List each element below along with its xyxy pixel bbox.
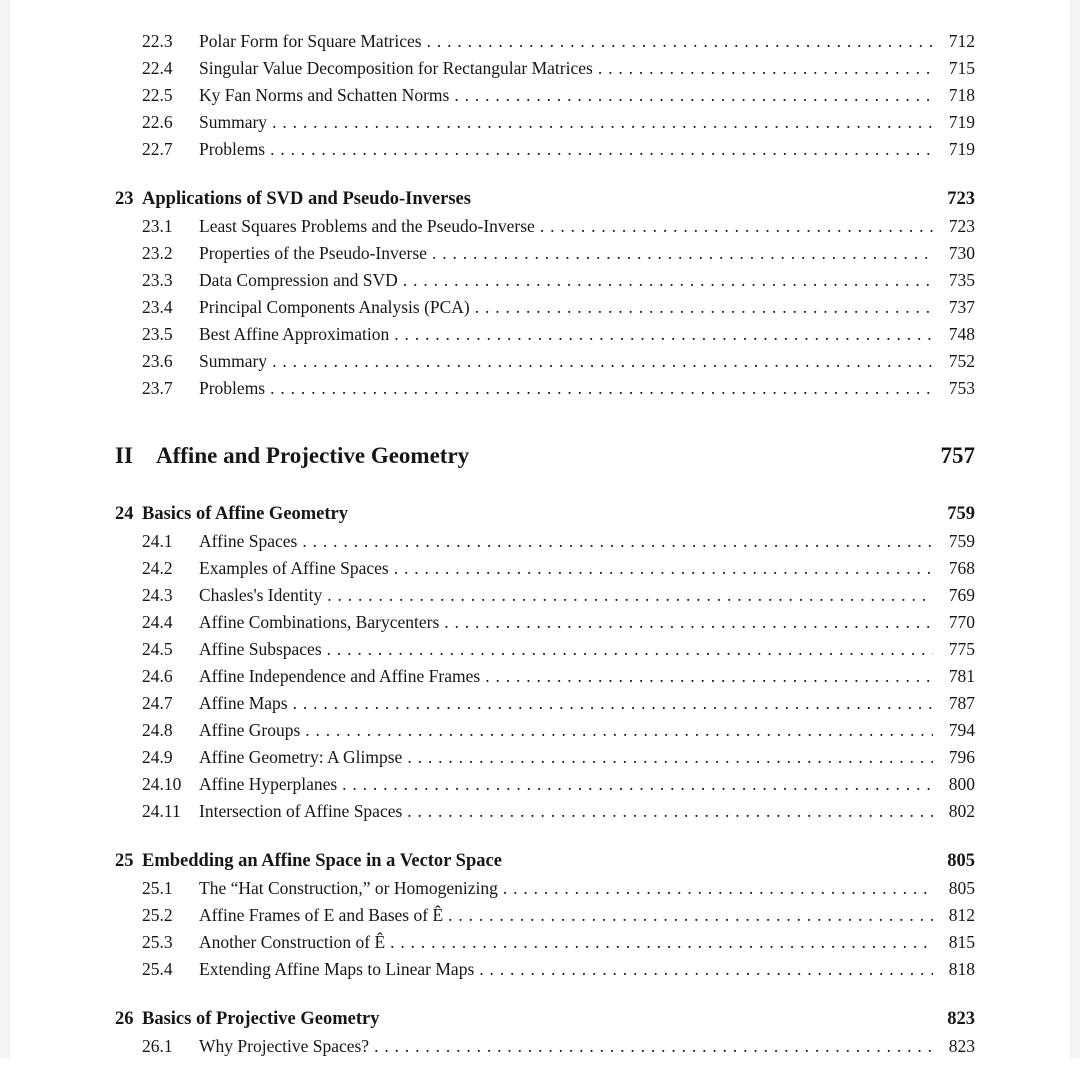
dot-leader xyxy=(327,582,933,609)
section-page-number: 781 xyxy=(948,666,975,686)
chapter-title: Basics of Projective Geometry xyxy=(142,1009,380,1029)
chapter-block xyxy=(115,186,975,402)
toc-entry xyxy=(115,798,975,825)
section-page-number: 805 xyxy=(948,878,975,898)
chapter-page-number: 759 xyxy=(947,504,975,524)
section-title: Affine Hyperplanes xyxy=(199,774,338,794)
toc-entry xyxy=(115,240,975,267)
dot-leader xyxy=(427,28,933,55)
section-title: Examples of Affine Spaces xyxy=(199,558,389,578)
dot-leader xyxy=(374,1033,933,1060)
toc-entry xyxy=(115,771,975,798)
toc-entry xyxy=(115,109,975,136)
chapter-number: 25 xyxy=(115,851,134,871)
section-number: 24.11 xyxy=(142,801,181,821)
section-page-number: 787 xyxy=(948,693,975,713)
section-title: Summary xyxy=(199,112,268,132)
section-title: Chasles's Identity xyxy=(199,585,323,605)
dot-leader xyxy=(540,213,933,240)
dot-leader xyxy=(327,636,933,663)
dot-leader xyxy=(272,348,933,375)
section-page-number: 812 xyxy=(948,905,975,925)
section-title: Affine Independence and Affine Frames xyxy=(199,666,481,686)
section-number: 24.7 xyxy=(142,693,173,713)
chapter-title: Applications of SVD and Pseudo-Inverses xyxy=(142,189,471,209)
toc-entry xyxy=(115,213,975,240)
toc-entry xyxy=(115,582,975,609)
section-page-number: 715 xyxy=(948,58,975,78)
section-page-number: 748 xyxy=(948,324,975,344)
section-number: 22.3 xyxy=(142,31,173,51)
section-number: 24.4 xyxy=(142,612,173,632)
section-number: 23.5 xyxy=(142,324,173,344)
part-number: II xyxy=(115,443,133,468)
dot-leader xyxy=(432,240,933,267)
toc-entry xyxy=(115,375,975,402)
dot-leader xyxy=(342,771,933,798)
chapter-number: 24 xyxy=(115,504,134,524)
section-number: 24.6 xyxy=(142,666,173,686)
section-number: 24.1 xyxy=(142,531,173,551)
section-title: Why Projective Spaces? xyxy=(199,1036,370,1056)
chapter-heading xyxy=(115,1006,975,1033)
chapter-block xyxy=(115,501,975,825)
toc-entry xyxy=(115,28,975,55)
section-number: 25.1 xyxy=(142,878,173,898)
chapter-page-number: 823 xyxy=(947,1009,975,1029)
section-number: 26.1 xyxy=(142,1036,173,1056)
part-heading xyxy=(115,438,975,474)
dot-leader xyxy=(598,55,933,82)
dot-leader xyxy=(390,929,933,956)
toc-entry xyxy=(115,555,975,582)
section-number: 22.6 xyxy=(142,112,173,132)
section-page-number: 768 xyxy=(948,558,975,578)
section-title: Intersection of Affine Spaces xyxy=(199,801,403,821)
dot-leader xyxy=(403,267,933,294)
dot-leader xyxy=(444,609,933,636)
section-title: Least Squares Problems and the Pseudo-Inverse xyxy=(199,216,535,236)
toc-entry xyxy=(115,82,975,109)
section-title: Data Compression and SVD xyxy=(199,270,398,290)
section-number: 24.10 xyxy=(142,774,182,794)
section-number: 23.1 xyxy=(142,216,173,236)
section-title: Summary xyxy=(199,351,268,371)
section-page-number: 796 xyxy=(948,747,975,767)
section-number: 25.3 xyxy=(142,932,173,952)
dot-leader xyxy=(448,902,933,929)
section-title: Affine Groups xyxy=(199,720,301,740)
toc-entry xyxy=(115,663,975,690)
toc-entry xyxy=(115,528,975,555)
chapter-title: Embedding an Affine Space in a Vector Space xyxy=(142,851,502,871)
section-page-number: 815 xyxy=(948,932,975,952)
toc-entry xyxy=(115,136,975,163)
dot-leader xyxy=(394,321,933,348)
section-page-number: 770 xyxy=(948,612,975,632)
section-number: 23.7 xyxy=(142,378,173,398)
chapter-number: 26 xyxy=(115,1009,134,1029)
section-title: Problems xyxy=(199,139,266,159)
dot-leader xyxy=(293,690,933,717)
dot-leader xyxy=(475,294,933,321)
section-number: 23.2 xyxy=(142,243,173,263)
section-page-number: 719 xyxy=(948,112,975,132)
section-title: Affine Combinations, Barycenters xyxy=(199,612,440,632)
toc-entry xyxy=(115,1033,975,1060)
dot-leader xyxy=(305,717,933,744)
section-title: Principal Components Analysis (PCA) xyxy=(199,297,470,317)
chapter-block xyxy=(115,1006,975,1060)
toc-page xyxy=(115,28,975,1083)
section-title: Best Affine Approximation xyxy=(199,324,390,344)
section-number: 24.3 xyxy=(142,585,173,605)
section-page-number: 712 xyxy=(948,31,975,51)
toc-entry xyxy=(115,929,975,956)
section-page-number: 723 xyxy=(948,216,975,236)
section-page-number: 737 xyxy=(948,297,975,317)
section-number: 24.2 xyxy=(142,558,173,578)
section-page-number: 775 xyxy=(948,639,975,659)
section-number: 25.2 xyxy=(142,905,173,925)
section-page-number: 818 xyxy=(948,959,975,979)
section-title: Extending Affine Maps to Linear Maps xyxy=(199,959,475,979)
dot-leader xyxy=(407,798,933,825)
section-number: 22.4 xyxy=(142,58,173,78)
section-page-number: 800 xyxy=(948,774,975,794)
chapter-heading xyxy=(115,186,975,213)
section-title: Singular Value Decomposition for Rectangular Matrices xyxy=(199,58,593,78)
toc-entry xyxy=(115,956,975,983)
section-title: Properties of the Pseudo-Inverse xyxy=(199,243,427,263)
section-title: Affine Spaces xyxy=(199,531,298,551)
dot-leader xyxy=(394,555,933,582)
section-title: Affine Frames of E and Bases of Ê xyxy=(199,905,444,925)
section-number: 23.4 xyxy=(142,297,173,317)
chapter-heading xyxy=(115,501,975,528)
page-edge-right xyxy=(1070,0,1080,1058)
section-page-number: 802 xyxy=(948,801,975,821)
dot-leader xyxy=(270,375,933,402)
dot-leader xyxy=(479,956,933,983)
chapter-page-number: 723 xyxy=(947,189,975,209)
toc-entry xyxy=(115,902,975,929)
toc-entry xyxy=(115,875,975,902)
section-title: Polar Form for Square Matrices xyxy=(199,31,422,51)
section-title: Affine Geometry: A Glimpse xyxy=(199,747,403,767)
section-title: Affine Subspaces xyxy=(199,639,322,659)
section-number: 23.6 xyxy=(142,351,173,371)
section-page-number: 823 xyxy=(948,1036,975,1056)
section-title: The “Hat Construction,” or Homogenizing xyxy=(199,878,498,898)
section-page-number: 718 xyxy=(948,85,975,105)
section-number: 22.7 xyxy=(142,139,173,159)
section-page-number: 735 xyxy=(948,270,975,290)
section-page-number: 753 xyxy=(948,378,975,398)
chapter-number: 23 xyxy=(115,189,134,209)
section-number: 22.5 xyxy=(142,85,173,105)
toc-entry xyxy=(115,267,975,294)
part-page-number: 757 xyxy=(940,443,975,468)
section-page-number: 794 xyxy=(948,720,975,740)
dot-leader xyxy=(302,528,933,555)
section-page-number: 769 xyxy=(948,585,975,605)
section-page-number: 752 xyxy=(948,351,975,371)
section-title: Affine Maps xyxy=(199,693,288,713)
toc-entry xyxy=(115,55,975,82)
chapter-title: Basics of Affine Geometry xyxy=(142,504,349,524)
part-title: Affine and Projective Geometry xyxy=(156,443,470,468)
section-title: Problems xyxy=(199,378,266,398)
part-heading-block xyxy=(115,438,975,474)
section-number: 25.4 xyxy=(142,959,173,979)
dot-leader xyxy=(407,744,933,771)
dot-leader xyxy=(503,875,933,902)
toc-entry xyxy=(115,321,975,348)
toc-entry xyxy=(115,609,975,636)
section-page-number: 730 xyxy=(948,243,975,263)
toc-entry xyxy=(115,348,975,375)
toc-entry xyxy=(115,690,975,717)
section-title: Ky Fan Norms and Schatten Norms xyxy=(199,85,450,105)
chapter-block xyxy=(115,848,975,983)
toc-entry xyxy=(115,294,975,321)
section-number: 23.3 xyxy=(142,270,173,290)
section-number: 24.9 xyxy=(142,747,173,767)
dot-leader xyxy=(270,136,933,163)
section-number: 24.8 xyxy=(142,720,173,740)
section-page-number: 719 xyxy=(948,139,975,159)
toc-entry xyxy=(115,717,975,744)
sections-block xyxy=(115,28,975,163)
toc-entry xyxy=(115,744,975,771)
section-title: Another Construction of Ê xyxy=(199,932,386,952)
toc-entry xyxy=(115,636,975,663)
chapter-page-number: 805 xyxy=(947,851,975,871)
section-number: 24.5 xyxy=(142,639,173,659)
section-page-number: 759 xyxy=(948,531,975,551)
dot-leader xyxy=(485,663,933,690)
dot-leader xyxy=(272,109,933,136)
chapter-heading xyxy=(115,848,975,875)
dot-leader xyxy=(454,82,933,109)
page-edge-left xyxy=(0,0,10,1058)
